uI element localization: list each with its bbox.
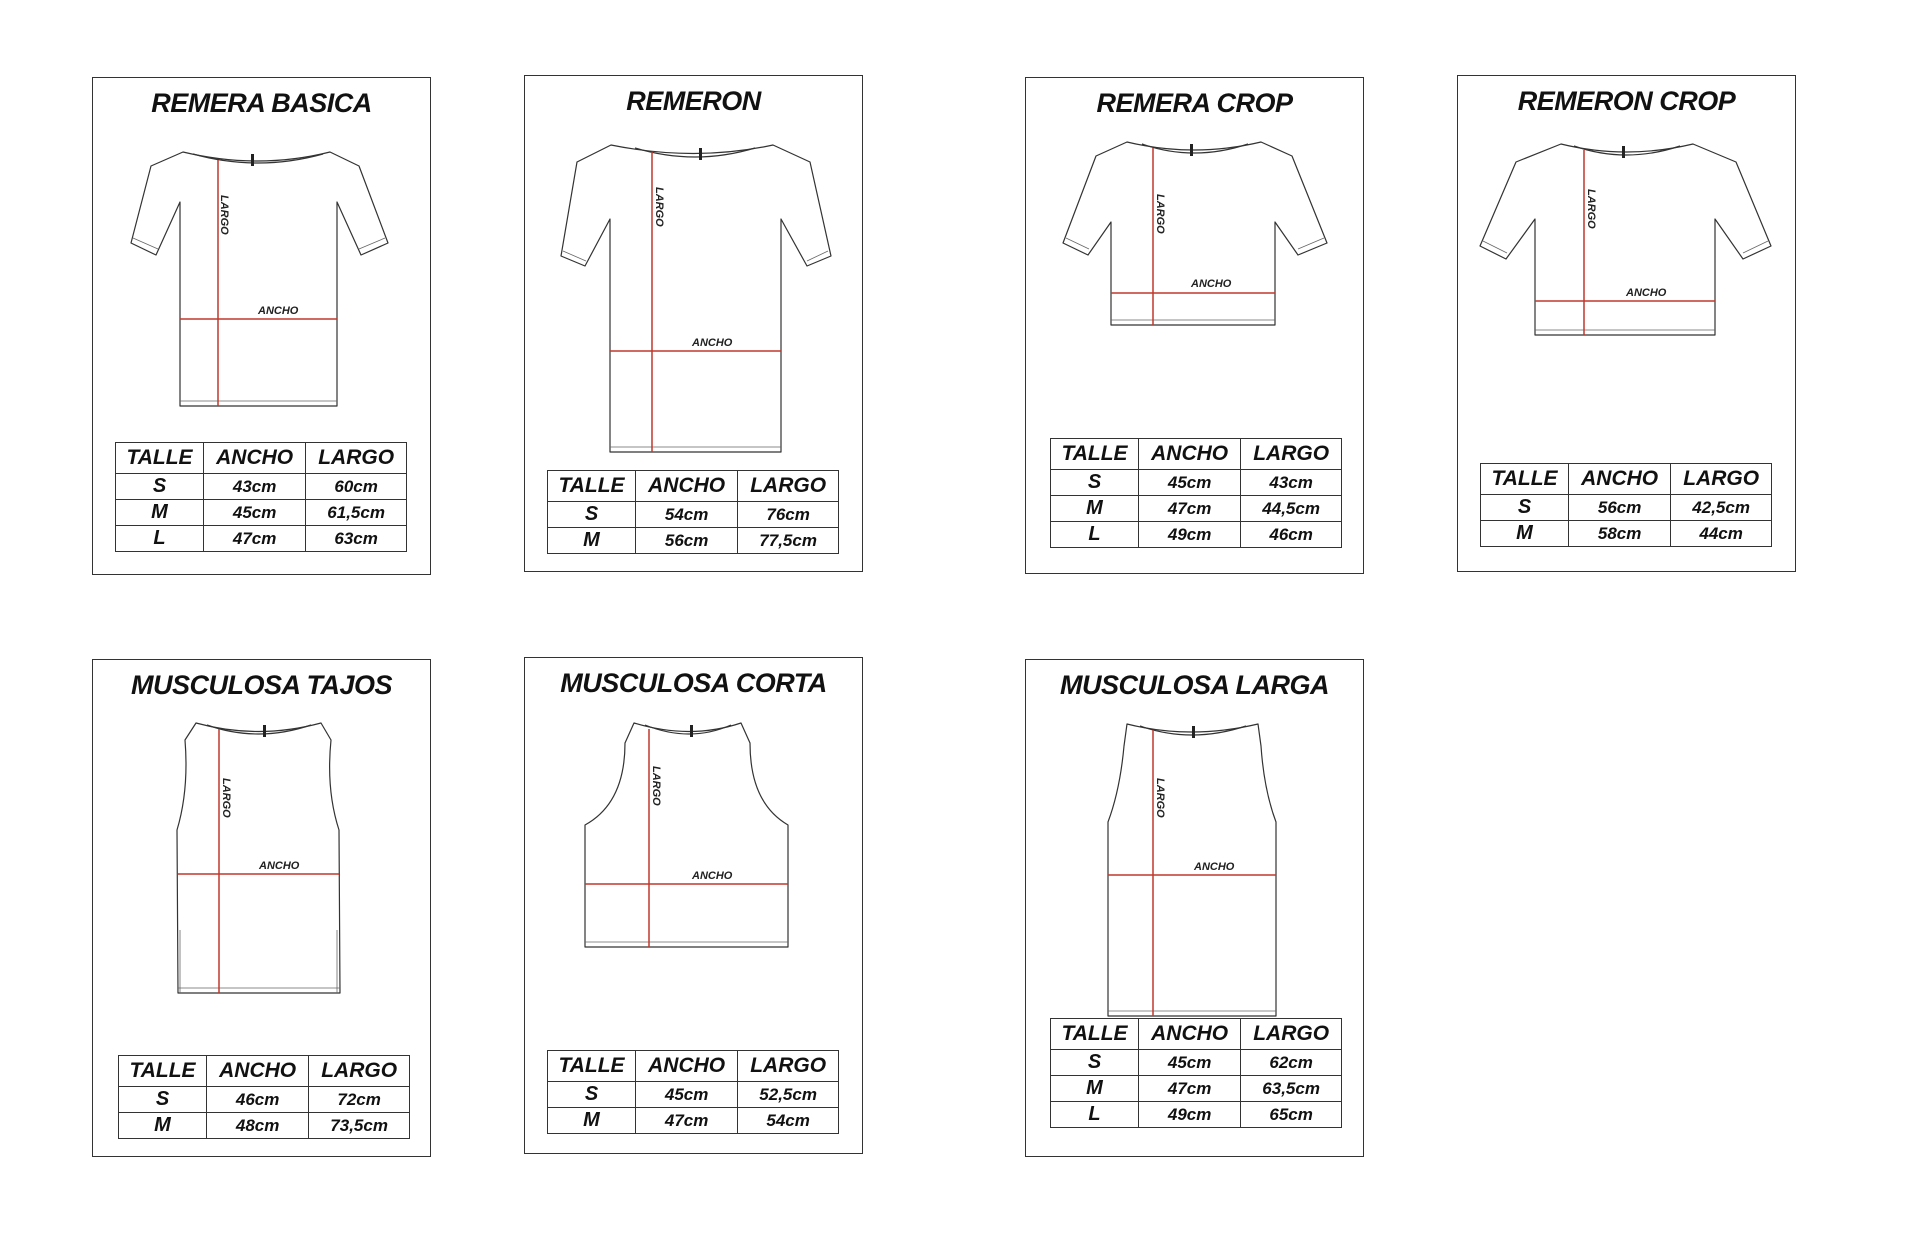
size-cell: L (1051, 522, 1139, 548)
size-cell: S (116, 474, 204, 500)
largo-cell: 77,5cm (738, 528, 839, 554)
table-row (119, 1113, 410, 1139)
size-cell: M (548, 1108, 636, 1134)
size-cell: S (548, 502, 636, 528)
size-cell: S (1051, 470, 1139, 496)
table-row (548, 502, 839, 528)
oversized-crop-tshirt-illustration (1458, 126, 1797, 416)
header-ancho: ANCHO (635, 471, 737, 502)
table-row (1051, 1050, 1342, 1076)
table-row (1051, 522, 1342, 548)
size-cell: M (1051, 496, 1139, 522)
largo-cell: 43cm (1241, 470, 1342, 496)
header-ancho: ANCHO (635, 1051, 737, 1082)
card-title: MUSCULOSA LARGA (1060, 670, 1329, 700)
tshirt-illustration (93, 128, 432, 428)
card-title: REMERON CROP (1517, 86, 1736, 116)
table-row (1051, 496, 1342, 522)
header-largo: LARGO (738, 1051, 839, 1082)
ancho-label: ANCHO (692, 337, 733, 349)
header-largo: LARGO (1241, 1019, 1342, 1050)
header-talle: TALLE (548, 471, 636, 502)
ancho-label: ANCHO (1191, 278, 1232, 290)
header-talle: TALLE (1051, 1019, 1139, 1050)
size-cell: S (1481, 495, 1569, 521)
header-talle: TALLE (1051, 439, 1139, 470)
size-table (118, 1055, 410, 1139)
header-talle: TALLE (548, 1051, 636, 1082)
size-cell: M (1481, 521, 1569, 547)
header-ancho: ANCHO (206, 1056, 308, 1087)
ancho-cell: 45cm (1138, 470, 1240, 496)
table-row (1481, 495, 1772, 521)
table-row (548, 1108, 839, 1134)
largo-label: LARGO (220, 778, 232, 818)
header-talle: TALLE (116, 443, 204, 474)
table-row (119, 1087, 410, 1113)
ancho-cell: 49cm (1138, 522, 1240, 548)
ancho-cell: 47cm (203, 526, 305, 552)
table-row (548, 528, 839, 554)
header-ancho: ANCHO (1138, 1019, 1240, 1050)
size-cell: M (1051, 1076, 1139, 1102)
largo-cell: 44,5cm (1241, 496, 1342, 522)
largo-label: LARGO (653, 187, 665, 227)
table-row (1051, 470, 1342, 496)
largo-cell: 60cm (306, 474, 407, 500)
crop-tshirt-illustration (1026, 128, 1365, 408)
ancho-cell: 47cm (635, 1108, 737, 1134)
size-cell: S (548, 1082, 636, 1108)
ancho-cell: 47cm (1138, 496, 1240, 522)
table-row (116, 526, 407, 552)
largo-cell: 44cm (1671, 521, 1772, 547)
header-largo: LARGO (309, 1056, 410, 1087)
header-ancho: ANCHO (1568, 464, 1670, 495)
size-table (547, 1050, 839, 1134)
largo-cell: 63cm (306, 526, 407, 552)
size-card-musculosa-larga (1025, 659, 1364, 1157)
size-card-remera-basica (92, 77, 431, 575)
table-row (116, 474, 407, 500)
ancho-label: ANCHO (692, 870, 733, 882)
largo-label: LARGO (1154, 778, 1166, 818)
tank-top-slits-illustration (93, 710, 432, 1010)
ancho-label: ANCHO (1194, 861, 1235, 873)
ancho-cell: 56cm (1568, 495, 1670, 521)
size-card-remera-crop (1025, 77, 1364, 574)
long-tank-top-illustration (1026, 710, 1365, 1030)
card-title: REMERA BASICA (151, 88, 372, 118)
largo-label: LARGO (650, 766, 662, 806)
header-largo: LARGO (738, 471, 839, 502)
largo-cell: 62cm (1241, 1050, 1342, 1076)
header-talle: TALLE (1481, 464, 1569, 495)
largo-cell: 61,5cm (306, 500, 407, 526)
ancho-cell: 45cm (203, 500, 305, 526)
size-cell: M (119, 1113, 207, 1139)
size-table (115, 442, 407, 552)
header-largo: LARGO (1241, 439, 1342, 470)
header-ancho: ANCHO (1138, 439, 1240, 470)
largo-cell: 65cm (1241, 1102, 1342, 1128)
largo-label: LARGO (1585, 189, 1597, 229)
ancho-label: ANCHO (259, 860, 300, 872)
size-card-musculosa-corta (524, 657, 863, 1154)
largo-label: LARGO (1154, 194, 1166, 234)
size-table (1480, 463, 1772, 547)
ancho-cell: 46cm (206, 1087, 308, 1113)
table-row (1051, 1102, 1342, 1128)
size-cell: L (1051, 1102, 1139, 1128)
card-title: MUSCULOSA TAJOS (130, 670, 392, 700)
largo-cell: 73,5cm (309, 1113, 410, 1139)
largo-cell: 76cm (738, 502, 839, 528)
crop-tank-top-illustration (525, 708, 864, 978)
size-cell: L (116, 526, 204, 552)
ancho-cell: 49cm (1138, 1102, 1240, 1128)
size-card-remeron-crop (1457, 75, 1796, 572)
table-row (548, 1082, 839, 1108)
size-cell: M (548, 528, 636, 554)
largo-cell: 63,5cm (1241, 1076, 1342, 1102)
header-largo: LARGO (1671, 464, 1772, 495)
card-title: REMERON (626, 86, 761, 116)
ancho-cell: 45cm (635, 1082, 737, 1108)
header-talle: TALLE (119, 1056, 207, 1087)
header-ancho: ANCHO (203, 443, 305, 474)
header-largo: LARGO (306, 443, 407, 474)
ancho-cell: 45cm (1138, 1050, 1240, 1076)
size-cell: S (1051, 1050, 1139, 1076)
table-row (1051, 1076, 1342, 1102)
ancho-cell: 43cm (203, 474, 305, 500)
largo-cell: 54cm (738, 1108, 839, 1134)
ancho-cell: 54cm (635, 502, 737, 528)
largo-cell: 72cm (309, 1087, 410, 1113)
table-row (1481, 521, 1772, 547)
largo-label: LARGO (218, 195, 230, 235)
size-table (1050, 438, 1342, 548)
size-table (547, 470, 839, 554)
size-cell: S (119, 1087, 207, 1113)
table-row (116, 500, 407, 526)
largo-cell: 52,5cm (738, 1082, 839, 1108)
largo-cell: 46cm (1241, 522, 1342, 548)
ancho-cell: 48cm (206, 1113, 308, 1139)
largo-cell: 42,5cm (1671, 495, 1772, 521)
size-table (1050, 1018, 1342, 1128)
size-cell: M (116, 500, 204, 526)
size-card-remeron (524, 75, 863, 572)
size-card-musculosa-tajos (92, 659, 431, 1157)
ancho-cell: 56cm (635, 528, 737, 554)
card-title: MUSCULOSA CORTA (560, 668, 827, 698)
ancho-cell: 58cm (1568, 521, 1670, 547)
ancho-label: ANCHO (1626, 287, 1667, 299)
ancho-label: ANCHO (258, 305, 299, 317)
ancho-cell: 47cm (1138, 1076, 1240, 1102)
oversized-tshirt-illustration (525, 126, 864, 456)
card-title: REMERA CROP (1096, 88, 1293, 118)
